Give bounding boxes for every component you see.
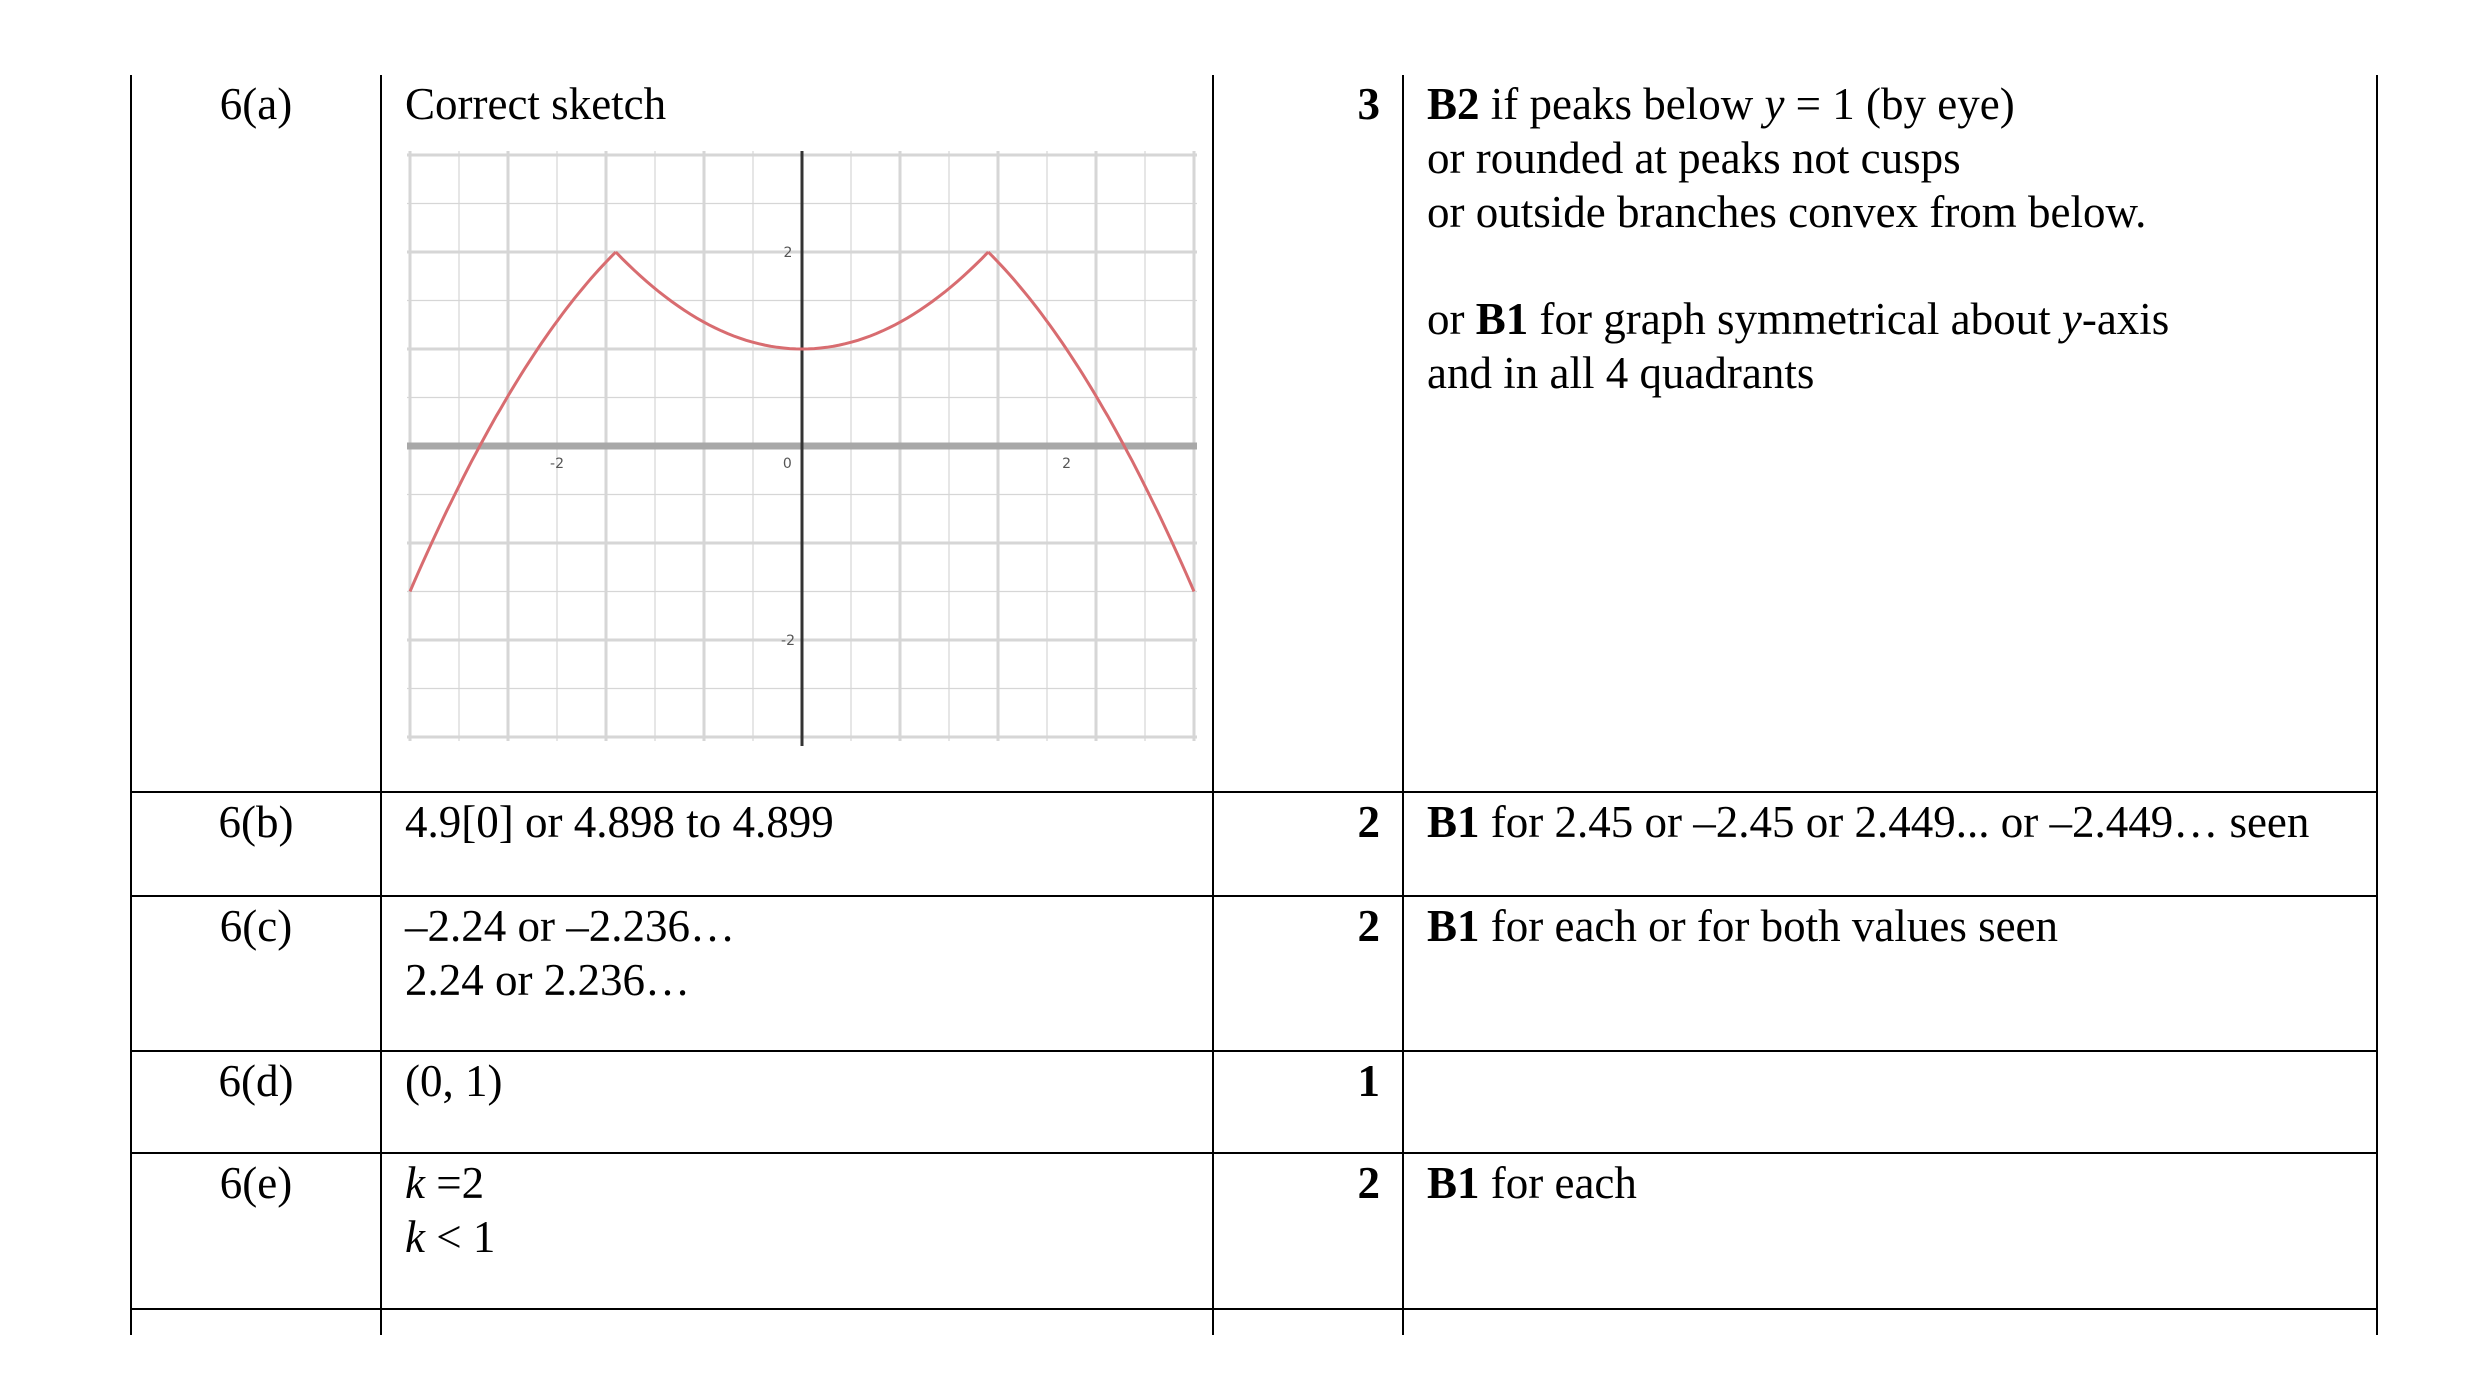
- guidance-cell: [1403, 896, 2377, 1051]
- question-number: 6(d): [131, 1051, 381, 1153]
- answer-cell: [381, 1051, 1213, 1153]
- table-row: [131, 896, 2377, 1051]
- answer-cell: [381, 896, 1213, 1051]
- guidance-bold: B1: [1427, 1158, 1480, 1208]
- blank-line: [1427, 239, 2376, 292]
- empty-cell: [381, 1309, 1213, 1335]
- graph-sketch: [407, 151, 1197, 751]
- guidance-text: for each: [1479, 1158, 1637, 1208]
- y-tick-label: -2: [781, 633, 795, 649]
- table-row: [131, 792, 2377, 896]
- guidance-text: = 1 (by eye): [1784, 79, 2015, 129]
- answer-text: –2.24 or –2.236…: [405, 901, 735, 951]
- guidance-bold: B1: [1427, 901, 1480, 951]
- guidance-cell: [1403, 75, 2377, 792]
- question-number: 6(b): [131, 792, 381, 896]
- x-tick-label: -2: [550, 456, 564, 472]
- question-number: 6(a): [131, 75, 381, 792]
- guidance-line: [1427, 77, 2376, 131]
- answer-text: [405, 1210, 1212, 1264]
- variable-k: k: [405, 1212, 425, 1262]
- marks-value: 2: [1213, 792, 1403, 896]
- guidance-text: -axis: [2081, 294, 2170, 344]
- guidance-line: and in all 4 quadrants: [1427, 348, 1815, 398]
- empty-cell: [131, 1309, 381, 1335]
- marks-value: 2: [1213, 896, 1403, 1051]
- guidance-cell: [1403, 1153, 2377, 1309]
- answer-text: Correct sketch: [405, 79, 667, 129]
- guidance-line: or outside branches convex from below.: [1427, 187, 2147, 237]
- marks-value: 3: [1213, 75, 1403, 792]
- guidance-bold-b1: B1: [1475, 294, 1529, 344]
- guidance-text: if peaks below: [1479, 79, 1765, 129]
- mark-scheme-table: [130, 75, 2378, 1335]
- answer-cell: [381, 75, 1213, 792]
- marks-value: 1: [1213, 1051, 1403, 1153]
- marks-value: 2: [1213, 1153, 1403, 1309]
- y-tick-label: 2: [783, 245, 793, 261]
- answer-rest: =2: [424, 1158, 485, 1208]
- answer-text: [405, 1156, 1212, 1210]
- question-number: 6(c): [131, 896, 381, 1051]
- table-row-continuation: [131, 1309, 2377, 1335]
- answer-cell: [381, 1153, 1213, 1309]
- empty-cell: [1403, 1309, 2377, 1335]
- guidance-text: or: [1427, 294, 1476, 344]
- question-number: 6(e): [131, 1153, 381, 1309]
- curve-outer-branch-right: [988, 252, 1194, 592]
- guidance-text: for each or for both values seen: [1479, 901, 2059, 951]
- table-row: [131, 75, 2377, 792]
- table-row: [131, 1153, 2377, 1309]
- x-tick-label: 0: [782, 456, 792, 472]
- guidance-bold-b2: B2: [1427, 79, 1480, 129]
- table-row: [131, 1051, 2377, 1153]
- answer-rest: < 1: [424, 1212, 496, 1262]
- answer-text: (0, 1): [405, 1056, 503, 1106]
- guidance-text: for 2.45 or –2.45 or 2.449... or –2.449… seen: [1479, 797, 2310, 847]
- guidance-cell: [1403, 792, 2377, 896]
- guidance-var-y: y: [1764, 79, 1785, 129]
- variable-k: k: [405, 1158, 425, 1208]
- guidance-text: for graph symmetrical about: [1528, 294, 2062, 344]
- answer-text: 2.24 or 2.236…: [405, 955, 690, 1005]
- guidance-line: [1427, 292, 2376, 346]
- guidance-var-y: y: [2061, 294, 2082, 344]
- x-tick-label: 2: [1062, 456, 1072, 472]
- curve-outer-branch-left: [410, 252, 616, 592]
- guidance-cell: [1403, 1051, 2377, 1153]
- guidance-line: or rounded at peaks not cusps: [1427, 133, 1961, 183]
- empty-cell: [1213, 1309, 1403, 1335]
- answer-text: 4.9[0] or 4.898 to 4.899: [405, 797, 834, 847]
- guidance-bold: B1: [1427, 797, 1480, 847]
- answer-cell: [381, 792, 1213, 896]
